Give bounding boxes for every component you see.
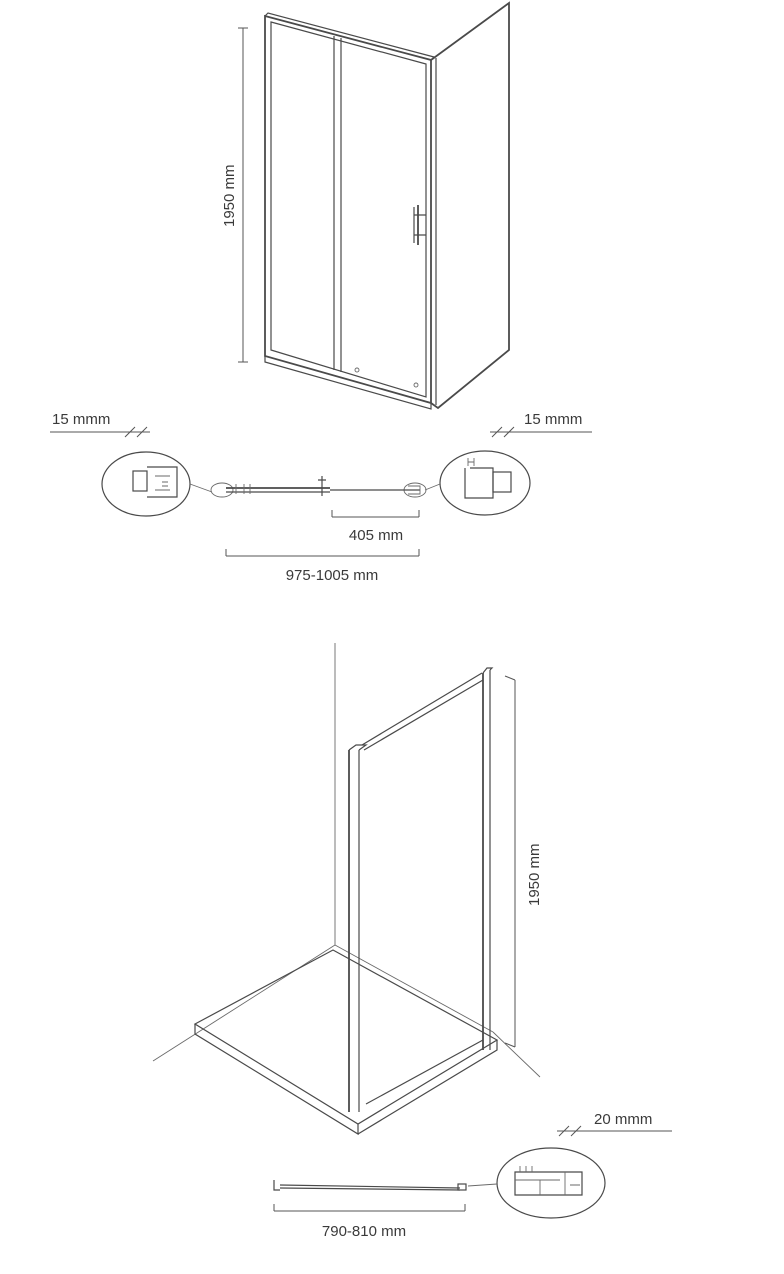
door-width-label: 405 mm [348, 527, 404, 544]
width-label-bottom: 790-810 mm [321, 1223, 407, 1240]
width-dimension-bottom [274, 1204, 465, 1211]
left-profile-label: 15 mmm [52, 411, 111, 428]
left-profile-callout [50, 427, 212, 516]
profile-label-bottom: 20 mmm [594, 1111, 653, 1128]
side-panel-assembly [153, 643, 540, 1134]
height-label-bottom: 1950 mm [526, 843, 543, 906]
total-width-label: 975-1005 mm [285, 567, 379, 584]
plan-view-top [211, 476, 426, 497]
height-label-top: 1950 mm [221, 164, 238, 227]
right-profile-callout [425, 427, 592, 515]
total-width-dimension [226, 549, 419, 556]
plan-view-bottom [274, 1180, 466, 1190]
bottom-profile-callout [468, 1126, 672, 1218]
sliding-door-enclosure [265, 3, 509, 409]
right-profile-label: 15 mmm [524, 411, 583, 428]
height-dimension-top [238, 28, 248, 362]
door-width-dimension [332, 510, 419, 517]
height-dimension-bottom [505, 676, 515, 1047]
